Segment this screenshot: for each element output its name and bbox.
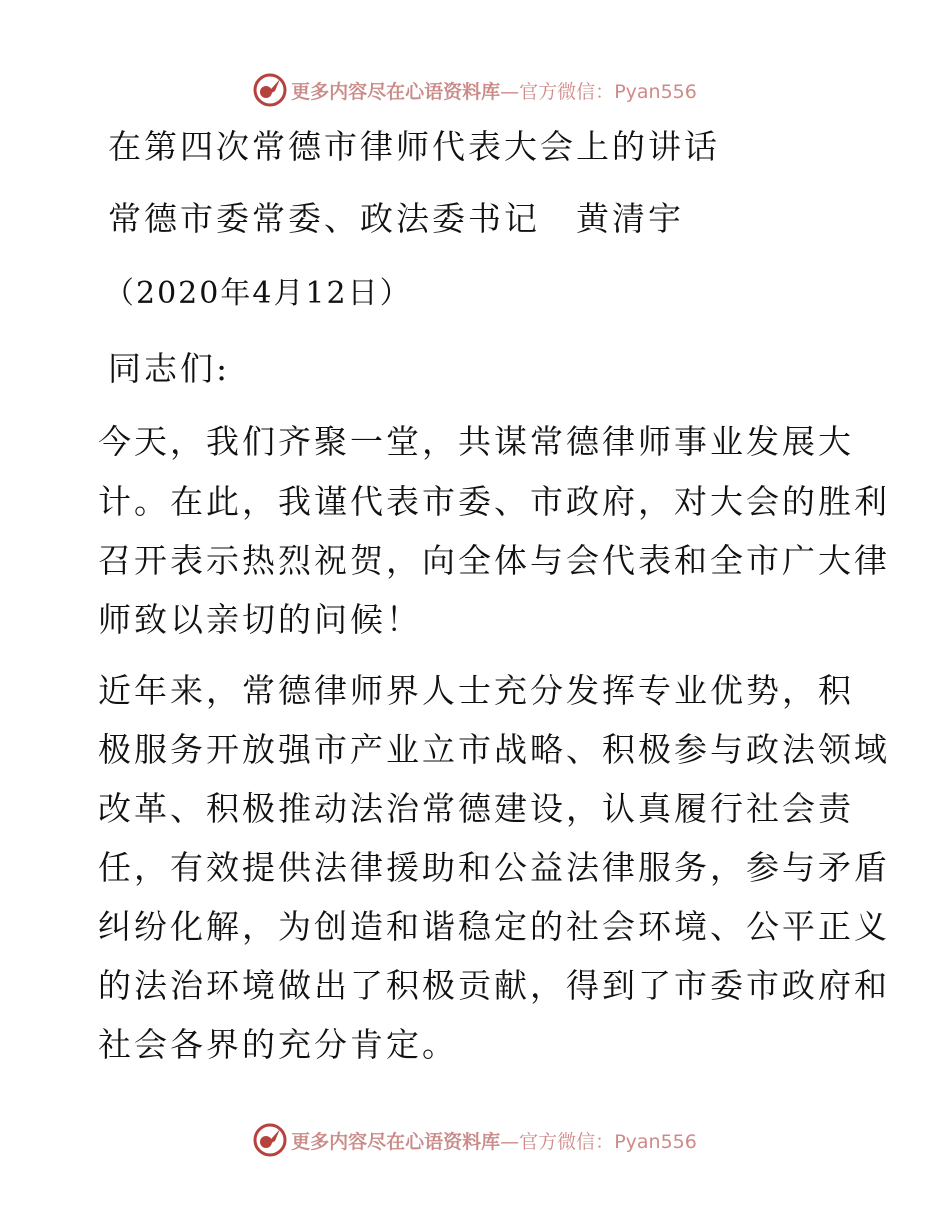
header-banner <box>0 70 950 110</box>
paragraph-1-line: 师致以亲切的问候！ <box>98 600 422 639</box>
doc-salutation: 同志们: <box>108 349 231 388</box>
banner-text: 更多内容尽在心语资料库—官方微信：Pyan556 <box>291 1130 697 1153</box>
doc-speaker: 常德市委常委、政法委书记 黄清宇 <box>108 199 684 238</box>
footer-banner <box>0 1120 950 1160</box>
paragraph-2-line: 社会各界的充分肯定。 <box>98 1025 458 1064</box>
doc-date: （2020年4月12日） <box>104 276 412 311</box>
banner-text: 更多内容尽在心语资料库—官方微信：Pyan556 <box>291 80 697 103</box>
paragraph-2-line: 纠纷化解，为创造和谐稳定的社会环境、公平正义 <box>98 907 890 946</box>
paragraph-2-line: 极服务开放强市产业立市战略、积极参与政法领域 <box>98 730 890 769</box>
paragraph-2-line: 的法治环境做出了积极贡献，得到了市委市政府和 <box>98 966 890 1005</box>
paragraph-1-line: 今天，我们齐聚一堂，共谋常德律师事业发展大 <box>98 422 854 461</box>
doc-title: 在第四次常德市律师代表大会上的讲话 <box>108 127 720 166</box>
quill-logo-icon <box>253 1123 287 1157</box>
paragraph-1-line: 召开表示热烈祝贺，向全体与会代表和全市广大律 <box>98 541 890 580</box>
paragraph-1-line: 计。在此，我谨代表市委、市政府，对大会的胜利 <box>98 482 890 521</box>
paragraph-2-line: 近年来，常德律师界人士充分发挥专业优势，积 <box>98 671 854 710</box>
quill-logo-icon <box>253 73 287 107</box>
paragraph-2-line: 改革、积极推动法治常德建设，认真履行社会责 <box>98 789 854 828</box>
paragraph-2-line: 任，有效提供法律援助和公益法律服务，参与矛盾 <box>98 848 890 887</box>
